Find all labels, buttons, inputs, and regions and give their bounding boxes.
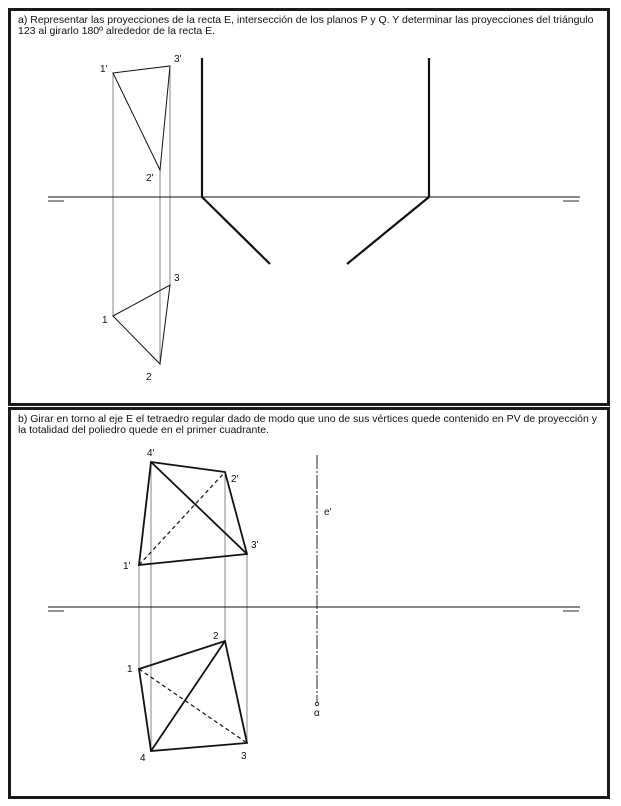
triangle-horizontal-projection xyxy=(113,285,170,364)
label-1-prime-b: 1' xyxy=(123,561,131,572)
label-1-prime-a: 1' xyxy=(100,64,108,75)
panel-a-instruction: a) Representar las proyecciones de la recta E, intersección de los planos P y Q. Y determinar las proyecciones del triángulo 123 al girarlo 180º alrededor de la recta E. xyxy=(18,14,594,37)
label-4-b: 4 xyxy=(140,753,146,764)
label-1-a: 1 xyxy=(102,315,108,326)
label-2-b: 2 xyxy=(213,631,219,642)
label-alpha: α xyxy=(314,708,320,719)
plane-p-horizontal-trace xyxy=(202,197,270,264)
label-2-a: 2 xyxy=(146,372,152,383)
label-2-prime-a: 2' xyxy=(146,173,154,184)
label-2-prime-b: 2' xyxy=(231,474,239,485)
label-3-prime-a: 3' xyxy=(174,54,182,65)
tetrahedron-horizontal-hidden-edge-1-3 xyxy=(139,669,247,743)
label-e-prime: e' xyxy=(324,507,332,518)
panel-b-labels xyxy=(123,448,332,764)
label-1-b: 1 xyxy=(127,664,133,675)
panel-a-drawing xyxy=(48,58,580,364)
label-4-prime-b: 4' xyxy=(147,448,155,459)
label-3-prime-b: 3' xyxy=(251,540,259,551)
label-3-a: 3 xyxy=(174,273,180,284)
tetrahedron-horizontal-outline xyxy=(139,641,247,751)
panel-a-labels xyxy=(100,54,182,383)
panel-b-instruction: b) Girar en torno al eje E el tetraedro regular dado de modo que uno de sus vértices quede contenido en PV de proyección y la totalidad del poliedro quede en el primer cuadrante. xyxy=(18,413,598,436)
triangle-vertical-projection xyxy=(113,66,170,170)
panel-b-drawing xyxy=(48,455,580,751)
tetrahedron-vertical-hidden-edge-1-2 xyxy=(139,472,225,565)
tetrahedron-horizontal-edge-4-2 xyxy=(151,641,225,751)
plane-q-horizontal-trace xyxy=(347,197,429,264)
label-3-b: 3 xyxy=(241,751,247,762)
